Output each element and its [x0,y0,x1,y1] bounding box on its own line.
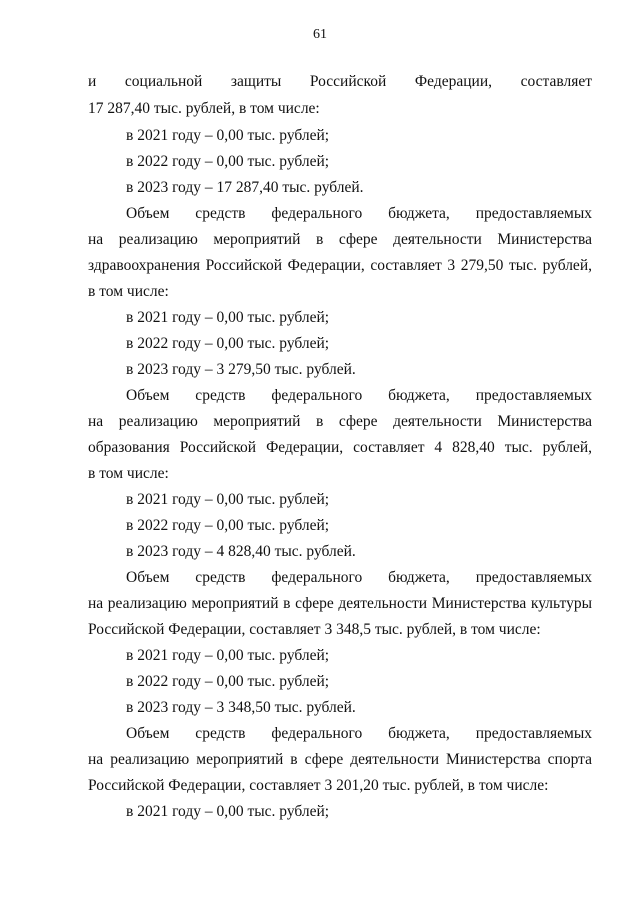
text-line: в 2021 году – 0,00 тыс. рублей; [126,127,330,144]
text-line: в 2022 году – 0,00 тыс. рублей; [126,335,330,352]
page-number: 61 [313,27,327,42]
text-line: образования Российской Федерации, составляет 4 828,40 тыс. рублей, [88,439,592,456]
text-line: и социальной защиты Российской Федерации, составляет [88,73,592,90]
text-line: в 2022 году – 0,00 тыс. рублей; [126,517,330,534]
text-line: на реализацию мероприятий в сфере деятельности Министерства [88,413,592,430]
text-line: Объем средств федерального бюджета, предоставляемых [126,569,592,586]
text-line: в 2021 году – 0,00 тыс. рублей; [126,491,330,508]
text-line: Объем средств федерального бюджета, предоставляемых [126,387,592,404]
text-line: на реализацию мероприятий в сфере деятельности Министерства культуры [88,595,592,612]
text-line: Российской Федерации, составляет 3 348,5 тыс. рублей, в том числе: [88,621,541,638]
text-line: в 2021 году – 0,00 тыс. рублей; [126,647,330,664]
text-line: в 2023 году – 3 348,50 тыс. рублей. [126,699,356,716]
text-line: на реализацию мероприятий в сфере деятельности Министерства спорта [88,751,592,768]
text-line: Объем средств федерального бюджета, предоставляемых [126,725,592,742]
text-line: в том числе: [88,465,169,482]
text-line: здравоохранения Российской Федерации, составляет 3 279,50 тыс. рублей, [88,257,592,274]
text-line: в 2021 году – 0,00 тыс. рублей; [126,803,330,820]
text-line: на реализацию мероприятий в сфере деятельности Министерства [88,231,592,248]
text-line: в 2022 году – 0,00 тыс. рублей; [126,153,330,170]
text-line: Объем средств федерального бюджета, предоставляемых [126,205,592,222]
text-line: в 2023 году – 4 828,40 тыс. рублей. [126,543,356,560]
text-line: Российской Федерации, составляет 3 201,20 тыс. рублей, в том числе: [88,777,549,794]
text-line: в 2021 году – 0,00 тыс. рублей; [126,309,330,326]
text-line: в 2023 году – 3 279,50 тыс. рублей. [126,361,356,378]
text-line: в 2022 году – 0,00 тыс. рублей; [126,673,330,690]
text-line: в том числе: [88,283,169,300]
text-line: в 2023 году – 17 287,40 тыс. рублей. [126,179,364,196]
text-line: 17 287,40 тыс. рублей, в том числе: [88,100,320,117]
